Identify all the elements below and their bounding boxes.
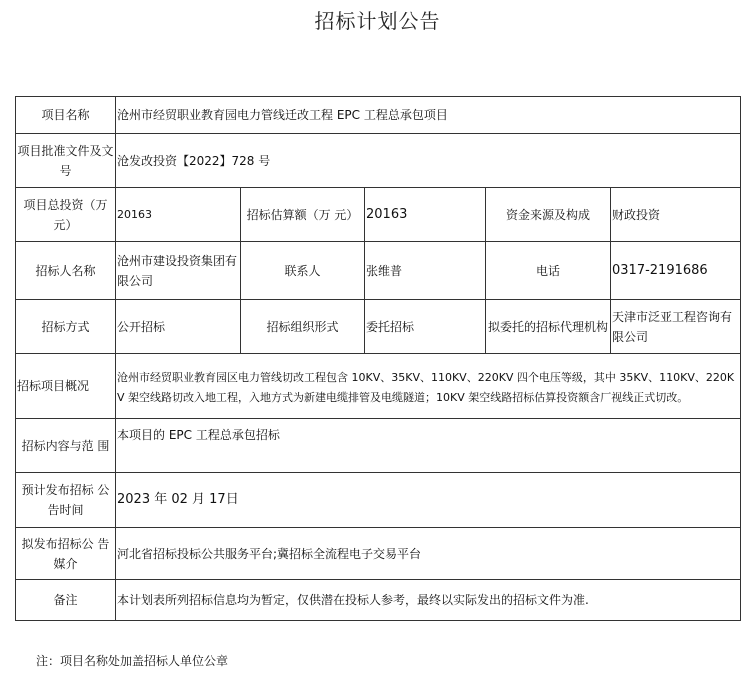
overview-label: 招标项目概况 (16, 354, 116, 419)
contact-value: 张维普 (365, 242, 486, 300)
remark-value: 本计划表所列招标信息均为暂定，仅供潜在投标人参考，最终以实际发出的招标文件为准. (116, 580, 741, 621)
overview-value: 沧州市经贸职业教育园区电力管线切改工程包含 10KV、35KV、110KV、220KV 四个电压等级，其中 35KV、110KV、220KV 架空线路切改入地工程，入地方式为新建电缆排管及电缆隧道；10KV 架空线路招标估算投资额含厂视线正式切改。 (116, 354, 741, 419)
scope-label: 招标内容与范 围 (16, 419, 116, 473)
media-label: 拟发布招标公 告媒介 (16, 528, 116, 580)
phone-value: 0317-2191686 (611, 242, 741, 300)
approval-doc-value: 沧发改投资【2022】728 号 (116, 134, 741, 188)
agency-label: 拟委托的招标代理机构 (486, 300, 611, 354)
fund-source-value: 财政投资 (611, 188, 741, 242)
tenderer-label: 招标人名称 (16, 242, 116, 300)
row-overview (16, 354, 741, 419)
remark-label: 备注 (16, 580, 116, 621)
budget-label: 招标估算额（万 元） (241, 188, 365, 242)
method-label: 招标方式 (16, 300, 116, 354)
org-form-label: 招标组织形式 (241, 300, 365, 354)
approval-doc-label: 项目批准文件及文号 (16, 134, 116, 188)
page-title: 招标计划公告 (314, 9, 441, 33)
project-name-label: 项目名称 (16, 97, 116, 134)
org-form-value: 委托招标 (365, 300, 486, 354)
row-project-name (16, 97, 741, 134)
row-scope (16, 419, 741, 473)
row-method (16, 300, 741, 354)
scope-value: 本项目的 EPC 工程总承包招标 (116, 419, 741, 473)
media-value: 河北省招标投标公共服务平台;冀招标全流程电子交易平台 (116, 528, 741, 580)
row-remark (16, 580, 741, 621)
publish-time-label: 预计发布招标 公告时间 (16, 473, 116, 528)
footnote: 注：项目名称处加盖招标人单位公章 (36, 654, 229, 668)
phone-label: 电话 (486, 242, 611, 300)
fund-source-label: 资金来源及构成 (486, 188, 611, 242)
row-media (16, 528, 741, 580)
agency-value: 天津市泛亚工程咨询有限公司 (611, 300, 741, 354)
investment-value: 20163 (116, 188, 241, 242)
row-tenderer (16, 242, 741, 300)
row-investment (16, 188, 741, 242)
tender-plan-table (15, 96, 741, 621)
row-publish-time (16, 473, 741, 528)
row-approval-doc (16, 134, 741, 188)
project-name-value: 沧州市经贸职业教育园电力管线迁改工程 EPC 工程总承包项目 (116, 97, 741, 134)
budget-value: 20163 (365, 188, 486, 242)
publish-time-value: 2023 年 02 月 17日 (116, 473, 741, 528)
method-value: 公开招标 (116, 300, 241, 354)
contact-label: 联系人 (241, 242, 365, 300)
investment-label: 项目总投资（万元） (16, 188, 116, 242)
tenderer-value: 沧州市建设投资集团有限公司 (116, 242, 241, 300)
